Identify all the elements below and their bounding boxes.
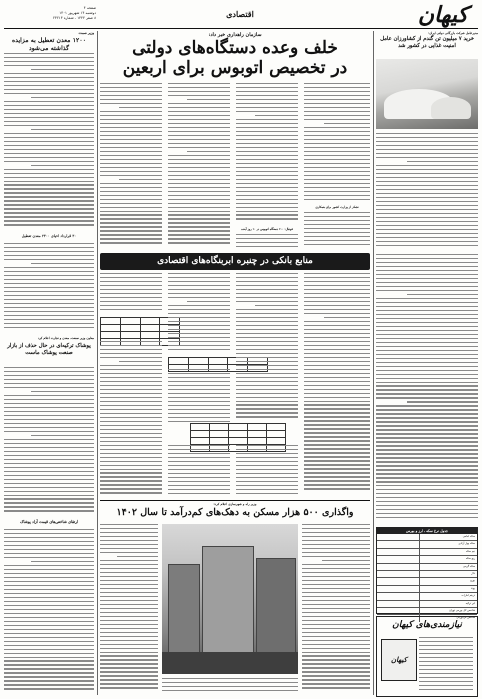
main-col-4b xyxy=(304,212,370,250)
housing-headline: واگذاری ۵۰۰ هزار مسکن به دهک‌های کم‌درآمد تا سال ۱۴۰۲ xyxy=(116,507,354,518)
bank-story xyxy=(100,273,370,498)
market-row: سکه گرمی xyxy=(377,564,477,571)
masthead-rule xyxy=(4,28,478,29)
left-body-4 xyxy=(4,529,94,695)
left-story3-kicker: معاون وزیر صنعت، معدن و تجارت اعلام کرد xyxy=(37,336,94,340)
left-story4-headline: ارتقای شاخص‌های قیمت آزاد پوشاک xyxy=(19,519,79,524)
right-continued xyxy=(376,254,478,524)
bank-col-2b xyxy=(168,369,230,424)
bank-col-2 xyxy=(168,273,230,353)
left-headline: ۱۲۰۰ معدن تعطیل به مزایده گذاشته می‌شود xyxy=(11,37,87,52)
wheat-photo xyxy=(376,59,478,129)
housing-col-left xyxy=(100,524,158,694)
right-body-2 xyxy=(376,254,478,524)
main-kicker: سازمان راهداری خبر داد: xyxy=(208,32,262,38)
issue-line: ۸ صفر ۱۴۴۴ - شماره ۲۳۲۱۳ xyxy=(53,16,96,20)
classifieds-body xyxy=(419,637,473,693)
left-story2-headline: ۳۰ قرارداد احیای ۲۳۰۰ معدن تعطیل xyxy=(21,234,77,238)
bank-col-4 xyxy=(304,273,370,498)
right-body-1 xyxy=(376,133,478,248)
market-row: پوند xyxy=(377,586,477,593)
left-body-3 xyxy=(4,367,94,517)
housing-story xyxy=(100,502,370,695)
classifieds-box xyxy=(376,616,478,697)
housing-col-right xyxy=(302,524,370,694)
left-story3-headline: پوشاک ترکیه‌ای در حال حذف از بازار صنعت پوشاک ماست xyxy=(7,343,91,356)
main-col-1 xyxy=(100,83,162,248)
left-body-1 xyxy=(4,53,94,233)
page-info xyxy=(6,6,96,21)
market-row: دلار xyxy=(377,571,477,578)
market-row: شاخص فرابورس xyxy=(377,615,477,621)
main-inline-heading: تشکر از وزارت کشور برای همکاری xyxy=(315,205,359,209)
bank-col-3b xyxy=(236,445,298,498)
classifieds-brand: کیهان xyxy=(391,655,407,664)
bank-col-1 xyxy=(100,273,162,313)
classifieds-logo-box xyxy=(381,639,417,681)
left-kicker: وزیر صمت xyxy=(78,31,94,35)
housing-top-rule xyxy=(100,500,370,501)
housing-kicker: وزیر راه و شهرسازی اعلام کرد: xyxy=(213,502,257,506)
masthead xyxy=(0,0,482,30)
main-story xyxy=(100,31,370,251)
bank-col-3 xyxy=(236,273,298,421)
main-subheading: فوتبال: ۶۰۰ دستگاه اتوبوس در ۱۰ روز آینده xyxy=(241,227,293,231)
main-col-4 xyxy=(304,83,370,203)
classifieds-title: نیازمندی‌های کیهان xyxy=(392,620,462,630)
main-headline-2: در تخصیص اتوبوس برای اربعین xyxy=(122,58,348,78)
market-table xyxy=(376,527,478,620)
market-row: سکه بهار آزادی xyxy=(377,541,477,548)
left-column-divider xyxy=(97,31,98,695)
housing-photo xyxy=(162,524,298,674)
main-col-3b xyxy=(236,234,298,250)
main-col-3 xyxy=(236,83,298,223)
page-number: صفحه ۴ xyxy=(83,6,96,10)
masthead-logo: کیهان xyxy=(417,2,468,28)
right-story xyxy=(376,31,478,251)
main-headline-1: خلف وعده دستگاه‌های دولتی xyxy=(132,38,338,58)
bank-col-1b xyxy=(100,341,162,498)
market-table-title: جدول نرخ سکه ، ارز و بورس xyxy=(377,528,477,534)
market-row: یورو xyxy=(377,578,477,585)
market-rows xyxy=(377,534,477,622)
main-col-2 xyxy=(168,83,230,248)
bank-col-2c xyxy=(168,445,230,498)
housing-under-photo xyxy=(162,678,298,694)
market-row: لیر ترکیه xyxy=(377,601,477,608)
left-column xyxy=(4,31,94,695)
right-column-divider xyxy=(373,31,374,695)
market-row: درهم امارات xyxy=(377,593,477,600)
market-row: سکه امامی xyxy=(377,534,477,541)
banner xyxy=(100,253,370,270)
date-line: دوشنبه ۱۴ شهریور ۱۴۰۱ xyxy=(59,11,96,15)
right-headline: خرید ۷ میلیون تن گندم از کشاورزان عامل امنیت غذایی در کشور شد xyxy=(380,36,474,49)
market-row: ربع سکه xyxy=(377,556,477,563)
left-body-2 xyxy=(4,243,94,333)
market-row: نیم سکه xyxy=(377,549,477,556)
right-kicker: مدیرعامل شرکت بازرگانی دولتی ایران: xyxy=(428,31,478,35)
section-label: اقتصادی xyxy=(226,9,254,19)
market-row: شاخص کل بورس تهران xyxy=(377,608,477,615)
banner-headline: منابع بانکی در چنبره ابربنگاه‌های اقتصادی xyxy=(157,256,313,266)
